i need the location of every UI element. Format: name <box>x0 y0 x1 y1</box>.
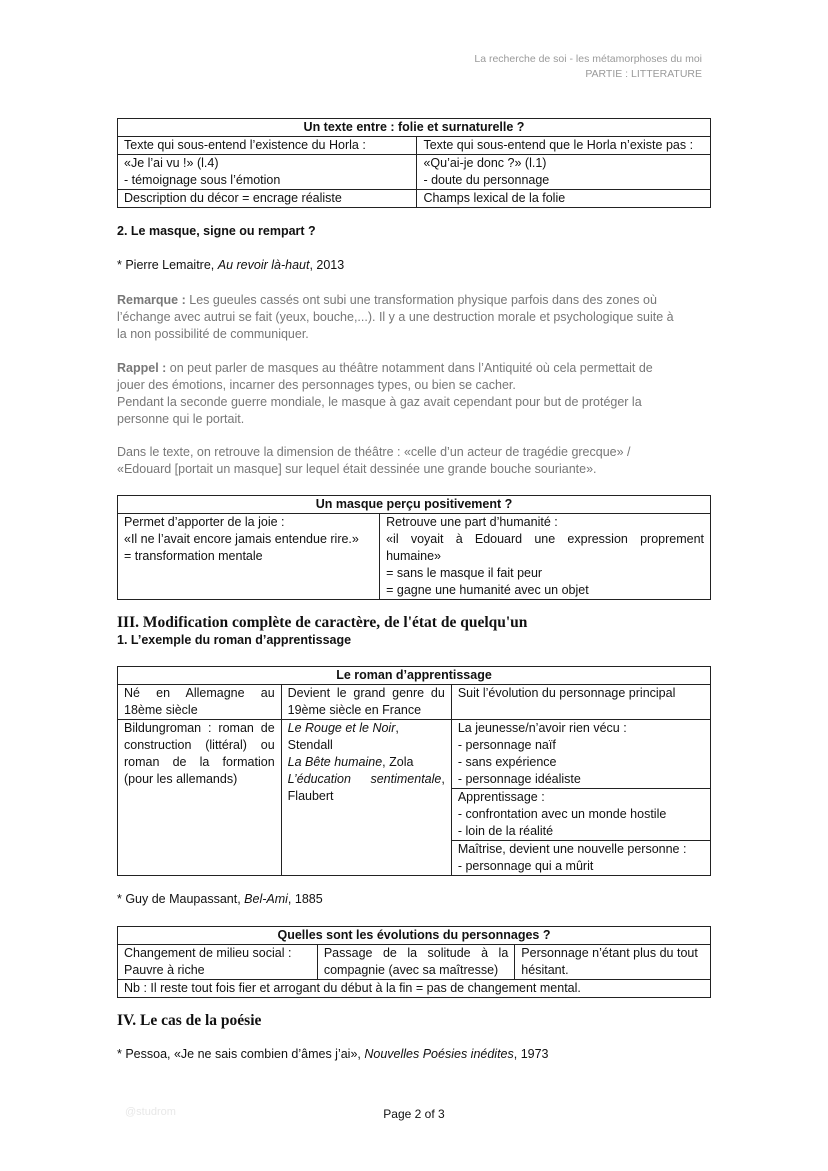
cell-line: - sans expérience <box>457 755 557 769</box>
table-masque-positif <box>117 495 711 600</box>
ref-title: Bel-Ami <box>244 892 288 906</box>
ref-suffix: , 1885 <box>287 892 323 906</box>
header-title: La recherche de soi - les métamorphoses du moi <box>474 53 702 65</box>
ref-suffix: , 1973 <box>513 1047 549 1061</box>
cell-line: hésitant. <box>521 963 569 977</box>
book-reference <box>117 892 711 906</box>
table-cell <box>118 945 318 980</box>
cell-line: Personnage n’étant plus du tout <box>521 946 698 960</box>
cell-line: Né en Allemagne au <box>124 686 275 700</box>
cell-line: Devient le grand genre du <box>287 686 445 700</box>
cell-line: = gagne une humanité avec un objet <box>386 583 589 597</box>
para-line: Pendant la seconde guerre mondiale, le masque à gaz avait cependant pour but de protéger la <box>117 395 642 409</box>
para-line: la non possibilité de communiquer. <box>117 327 309 341</box>
cell-line: compagnie (avec sa maîtresse) <box>323 963 499 977</box>
page-number: Page 2 of 3 <box>383 1107 445 1121</box>
table-evolutions <box>117 926 711 998</box>
table-cell <box>451 789 710 841</box>
cell-line: 18ème siècle <box>124 703 198 717</box>
table-cell <box>118 720 282 876</box>
cell-line: roman de la formation <box>124 755 275 769</box>
cell-line: «Qu’ai-je donc ?» (l.1) <box>423 156 547 170</box>
cell-line: construction (littéral) ou <box>124 738 275 752</box>
table-cell <box>281 685 451 720</box>
cell-line: humaine» <box>386 549 441 563</box>
table-cell <box>417 155 711 190</box>
cell-line: Changement de milieu social : <box>124 946 292 960</box>
cell-line: «Il ne l’avait encore jamais entendue rire.» <box>124 532 359 546</box>
cell-line: , Stendall <box>287 721 399 752</box>
ref-prefix: * Pierre Lemaitre, <box>117 258 218 272</box>
para-line: personne qui le portait. <box>117 412 245 426</box>
ref-title: Au revoir là-haut <box>217 258 310 272</box>
cell-line: Bildungroman : roman de <box>124 721 275 735</box>
cell-line: (pour les allemands) <box>124 772 238 786</box>
ref-prefix: * Guy de Maupassant, <box>117 892 245 906</box>
watermark: @studrom <box>125 1106 176 1118</box>
table-cell <box>118 155 417 190</box>
table-cell: Description du décor = encrage réaliste <box>118 190 417 208</box>
cell-line: Maîtrise, devient une nouvelle personne : <box>457 842 687 856</box>
rappel-label: Rappel : <box>117 361 167 375</box>
para-line: on peut parler de masques au théâtre notamment dans l’Antiquité où cela permettait de <box>166 361 653 375</box>
cell-line: - personnage qui a mûrit <box>457 859 594 873</box>
table-title: Un texte entre : folie et surnaturelle ? <box>118 119 711 137</box>
para-line: Les gueules cassés ont subi une transformation physique parfois dans des zones où <box>185 293 657 307</box>
table-cell <box>118 685 282 720</box>
table-cell <box>515 945 711 980</box>
cell-line: - personnage naïf <box>457 738 556 752</box>
para-line: l’échange avec autrui se fait (yeux, bouche,...). Il y a une destruction morale et psychologique suite à <box>117 310 674 324</box>
cell-line: - loin de la réalité <box>457 824 554 838</box>
cell-line: - doute du personnage <box>423 173 550 187</box>
book-reference <box>117 258 711 272</box>
para-line: jouer des émotions, incarner des personnages types, ou bien se cacher. <box>117 378 516 392</box>
table-cell: Suit l’évolution du personnage principal <box>451 685 710 720</box>
ref-title: Nouvelles Poésies inédites <box>364 1047 514 1061</box>
remarque-paragraph <box>117 292 711 343</box>
cell-line: , Zola <box>382 755 414 769</box>
texte-paragraph <box>117 444 711 478</box>
cell-line: = transformation mentale <box>124 549 263 563</box>
ref-prefix: * Pessoa, «Je ne sais combien d’âmes j’ai», <box>117 1047 365 1061</box>
cell-line: «Je l’ai vu !» (l.4) <box>124 156 219 170</box>
para-line: «Edouard [portait un masque] sur lequel était dessinée une grande bouche souriante». <box>117 462 597 476</box>
book-reference <box>117 1047 711 1061</box>
cell-line: Apprentissage : <box>457 790 545 804</box>
cell-line: «il voyait à Edouard une expression proprement <box>386 532 704 546</box>
table-cell: Texte qui sous-entend que le Horla n’existe pas : <box>417 137 711 155</box>
table-cell <box>380 514 711 600</box>
section-heading: 2. Le masque, signe ou rempart ? <box>117 224 316 238</box>
section-heading: IV. Le cas de la poésie <box>117 1012 262 1029</box>
book-title: Le Rouge et le Noir <box>287 721 396 735</box>
table-cell <box>317 945 514 980</box>
section-heading: III. Modification complète de caractère, de l'état de quelqu'un <box>117 614 528 631</box>
rappel-paragraph <box>117 360 711 428</box>
cell-line: Flaubert <box>287 789 334 803</box>
header-part: PARTIE : LITTERATURE <box>585 68 702 80</box>
cell-line: La jeunesse/n’avoir rien vécu : <box>457 721 627 735</box>
cell-line: , <box>441 772 445 786</box>
table-roman-apprentissage <box>117 666 711 876</box>
cell-line: Pauvre à riche <box>124 963 205 977</box>
para-line: Dans le texte, on retrouve la dimension de théâtre : «celle d’un acteur de tragédie grecque» / <box>117 445 631 459</box>
table-cell <box>281 720 451 876</box>
ref-suffix: , 2013 <box>309 258 345 272</box>
cell-line: - personnage idéaliste <box>457 772 581 786</box>
table-cell: Texte qui sous-entend l’existence du Horla : <box>118 137 417 155</box>
cell-line: = sans le masque il fait peur <box>386 566 543 580</box>
cell-line: - confrontation avec un monde hostile <box>457 807 667 821</box>
table-title: Quelles sont les évolutions du personnages ? <box>118 927 711 945</box>
cell-line: - témoignage sous l’émotion <box>124 173 281 187</box>
table-folie-surnaturel <box>117 118 711 208</box>
table-title: Le roman d’apprentissage <box>118 667 711 685</box>
cell-line: Permet d’apporter de la joie : <box>124 515 285 529</box>
table-cell: Nb : Il reste tout fois fier et arrogant du début à la fin = pas de changement mental. <box>118 980 711 998</box>
cell-line: Retrouve une part d’humanité : <box>386 515 558 529</box>
table-cell <box>451 720 710 789</box>
table-title: Un masque perçu positivement ? <box>118 496 711 514</box>
subsection-heading: 1. L’exemple du roman d’apprentissage <box>117 633 352 647</box>
page-header <box>474 52 702 82</box>
table-cell <box>451 841 710 876</box>
book-title: L’éducation sentimentale <box>287 772 442 786</box>
table-cell <box>118 514 380 600</box>
table-cell: Champs lexical de la folie <box>417 190 711 208</box>
remarque-label: Remarque : <box>117 293 186 307</box>
book-title: La Bête humaine <box>287 755 383 769</box>
cell-line: Passage de la solitude à la <box>323 946 509 960</box>
cell-line: 19ème siècle en France <box>287 703 422 717</box>
